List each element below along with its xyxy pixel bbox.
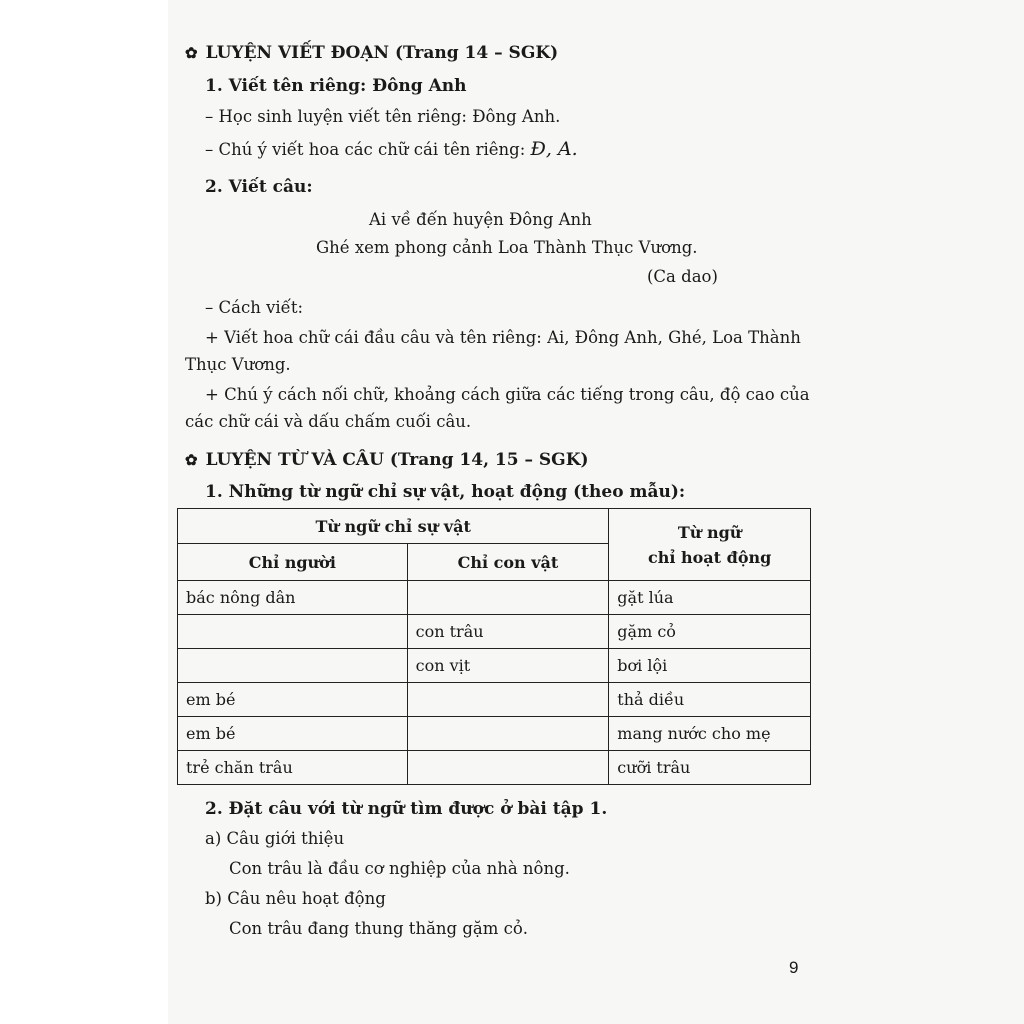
ex1-title: 1. Những từ ngữ chỉ sự vật, hoạt động (theo mẫu): — [205, 482, 686, 502]
item1-title: 1. Viết tên riêng: Đông Anh — [205, 76, 467, 96]
table-row — [178, 615, 811, 649]
section-heading-vocab-text: LUYỆN TỪ VÀ CÂU (Trang 14, 15 – SGK) — [205, 450, 589, 470]
header-animal: Chỉ con vật — [407, 544, 609, 581]
table-row — [178, 581, 811, 615]
table-row — [178, 751, 811, 785]
cell-person — [178, 615, 408, 649]
cell-animal: con vịt — [407, 649, 609, 683]
answer-b-sentence: Con trâu đang thung thăng gặm cỏ. — [229, 919, 529, 938]
cell-animal: con trâu — [407, 615, 609, 649]
item1-line2-text: – Chú ý viết hoa các chữ cái tên riêng: — [205, 140, 531, 159]
cell-action: gặm cỏ — [609, 615, 811, 649]
rule1-line1: + Viết hoa chữ cái đầu câu và tên riêng: Ai, Đông Anh, Ghé, Loa Thành — [205, 328, 801, 347]
answer-a-label: a) Câu giới thiệu — [205, 829, 345, 848]
poem-line2: Ghé xem phong cảnh Loa Thành Thục Vương. — [316, 238, 698, 257]
cell-action: cưỡi trâu — [609, 751, 811, 785]
cell-action: gặt lúa — [609, 581, 811, 615]
flower-icon: ✿ — [185, 451, 198, 469]
cell-action: bơi lội — [609, 649, 811, 683]
section-heading-writing-text: LUYỆN VIẾT ĐOẠN (Trang 14 – SGK) — [205, 43, 559, 63]
rule1-line2: Thục Vương. — [185, 355, 291, 374]
header-actions-line2: chỉ hoạt động — [647, 547, 772, 567]
cell-animal — [407, 683, 609, 717]
rule2-line1: + Chú ý cách nối chữ, khoảng cách giữa các tiếng trong câu, độ cao của — [205, 385, 810, 404]
cell-action: thả diều — [609, 683, 811, 717]
item1-line1: – Học sinh luyện viết tên riêng: Đông Anh. — [205, 107, 561, 126]
cell-animal — [407, 751, 609, 785]
header-things: Từ ngữ chỉ sự vật — [178, 509, 609, 544]
header-actions — [609, 509, 811, 581]
cell-animal — [407, 581, 609, 615]
flower-icon: ✿ — [185, 44, 198, 62]
table-row — [178, 649, 811, 683]
cell-person — [178, 649, 408, 683]
item1-line2 — [205, 138, 578, 160]
cell-person: trẻ chăn trâu — [178, 751, 408, 785]
cursive-letters: Đ, A. — [530, 138, 578, 160]
cell-person: bác nông dân — [178, 581, 408, 615]
poem-line1: Ai về đến huyện Đông Anh — [369, 210, 592, 229]
rule2-line2: các chữ cái và dấu chấm cuối câu. — [185, 412, 472, 431]
cell-action: mang nước cho mẹ — [609, 717, 811, 751]
section-heading-writing — [185, 43, 558, 63]
header-person: Chỉ người — [178, 544, 408, 581]
item2-title: 2. Viết câu: — [205, 177, 313, 197]
section-heading-vocab — [185, 450, 589, 470]
cell-animal — [407, 717, 609, 751]
page-number: 9 — [789, 958, 799, 977]
table-row — [178, 717, 811, 751]
table-row — [178, 683, 811, 717]
header-actions-line1: Từ ngữ — [677, 522, 742, 542]
poem-source: (Ca dao) — [647, 267, 718, 286]
answer-a-sentence: Con trâu là đầu cơ nghiệp của nhà nông. — [229, 859, 570, 878]
vocab-table — [177, 508, 811, 785]
cell-person: em bé — [178, 717, 408, 751]
cell-person: em bé — [178, 683, 408, 717]
ex2-title: 2. Đặt câu với từ ngữ tìm được ở bài tập 1. — [205, 799, 608, 819]
answer-b-label: b) Câu nêu hoạt động — [205, 889, 386, 908]
howto-label: – Cách viết: — [205, 298, 304, 317]
